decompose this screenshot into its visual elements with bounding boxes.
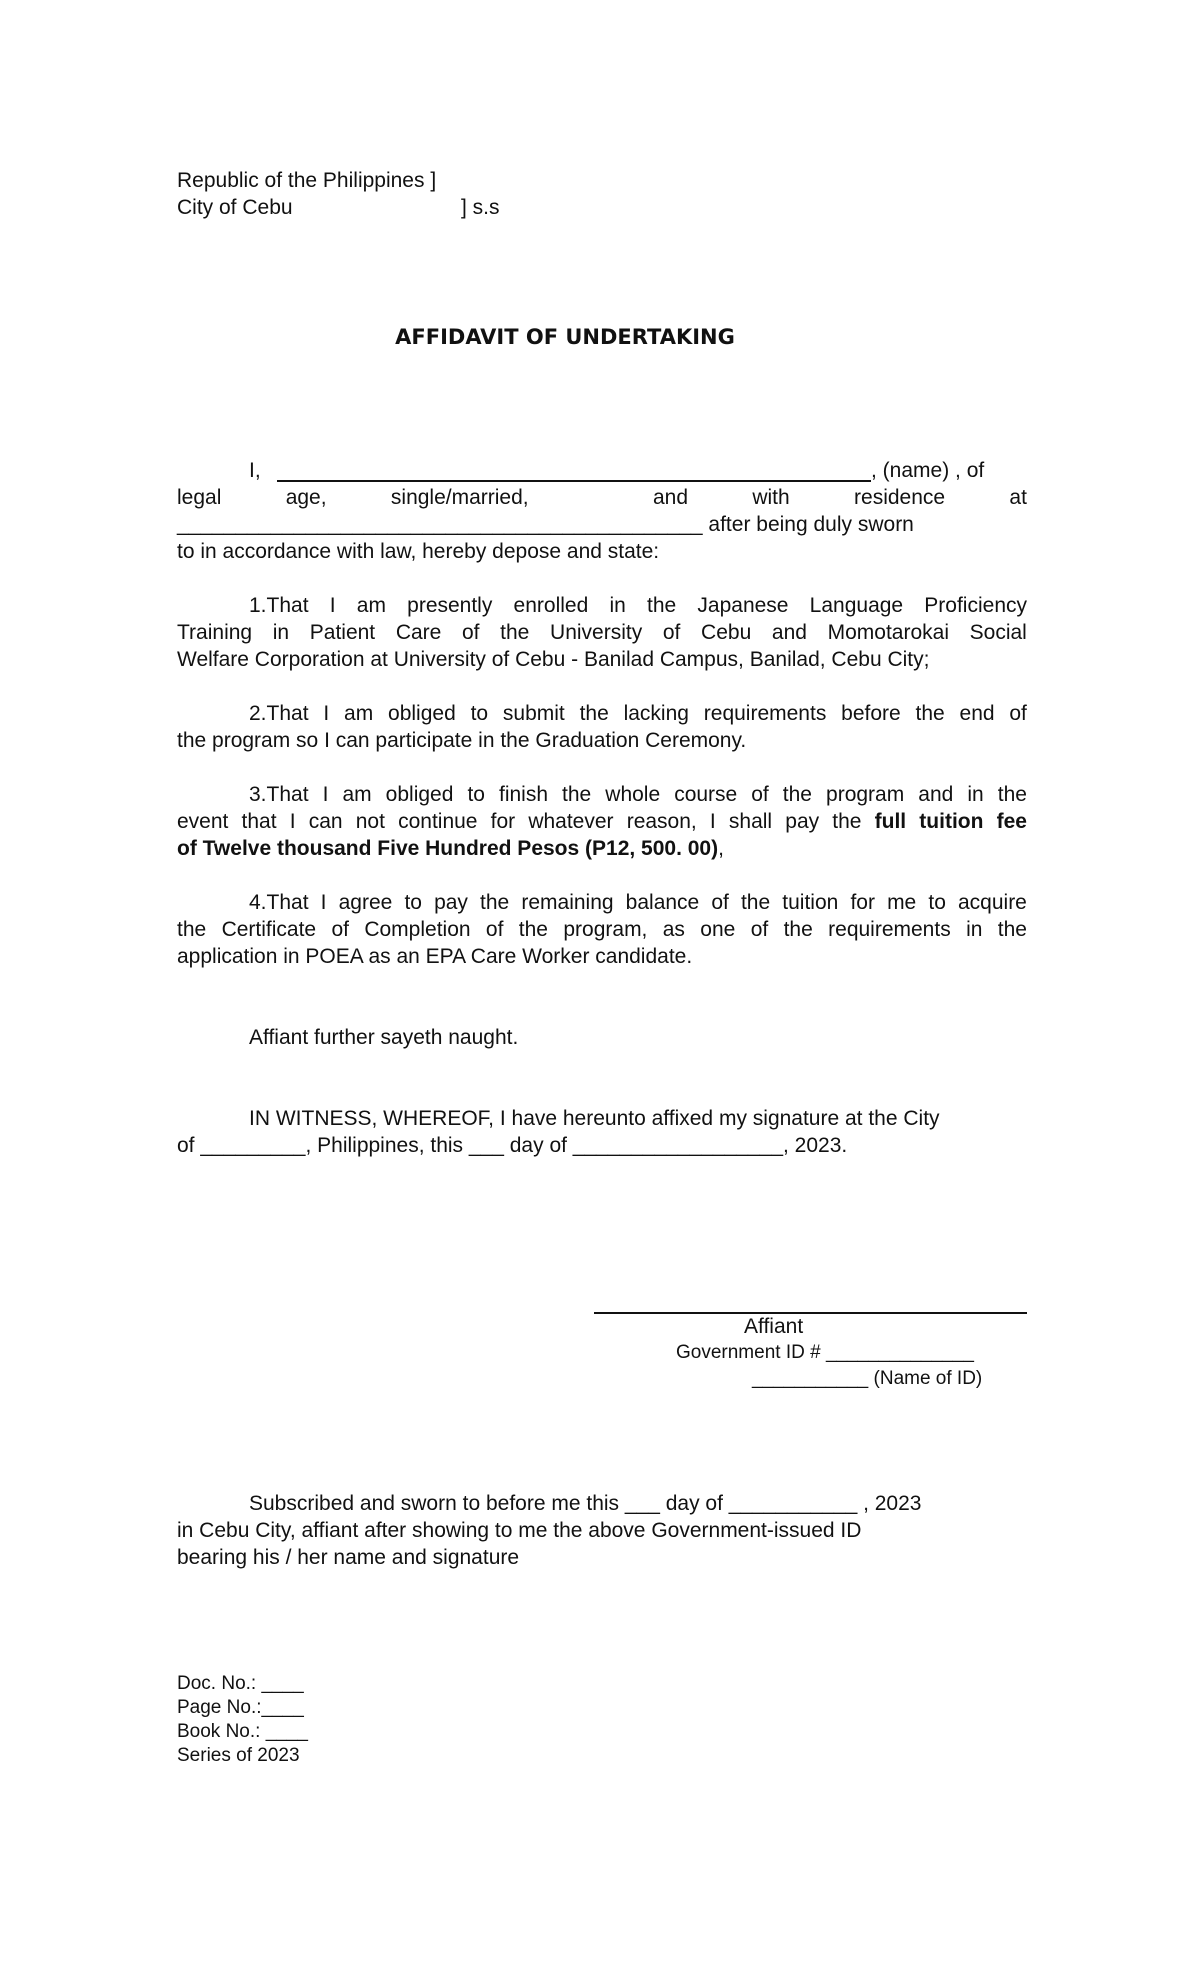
word: obliged (388, 702, 456, 725)
word: 3.That (249, 783, 309, 806)
word: am (344, 702, 374, 725)
word: shall (728, 810, 773, 833)
intro-with: with (752, 486, 790, 509)
word: finish (498, 783, 549, 806)
word: one (700, 918, 736, 941)
word: the (518, 918, 548, 941)
word: balance (625, 891, 700, 914)
intro-after: after being duly sworn (702, 513, 914, 536)
intro-i: I, (249, 459, 261, 482)
word: of (485, 918, 504, 941)
intro-line-2 (177, 484, 1027, 511)
word: the (740, 891, 771, 914)
doc-no: Doc. No.: ____ (177, 1673, 304, 1694)
word: Momotarokai (827, 621, 949, 644)
word: Social (969, 621, 1027, 644)
para3-line-3 (177, 835, 724, 862)
word: of (751, 783, 769, 806)
word: enrolled (513, 594, 589, 617)
word: agree (338, 891, 393, 914)
word: of (750, 918, 769, 941)
word: Care (395, 621, 442, 644)
word: the (782, 783, 812, 806)
para3-line-1 (249, 781, 1027, 808)
word: the (783, 918, 813, 941)
word: am (342, 783, 372, 806)
intro-residence: residence (854, 486, 946, 509)
intro-name-tail: , (name) , of (871, 459, 985, 482)
word: of (711, 891, 729, 914)
page-title: AFFIDAVIT OF UNDERTAKING (395, 325, 735, 349)
word: the (579, 702, 609, 725)
word: remaining (521, 891, 614, 914)
word: submit (502, 702, 565, 725)
witness-line-1: IN WITNESS, WHEREOF, I have hereunto affixed my signature at the City (249, 1107, 940, 1130)
word: Cebu (701, 621, 752, 644)
word: program (826, 783, 905, 806)
header-republic: Republic of the Philippines ] (177, 169, 437, 192)
intro-single-married: single/married, (390, 486, 529, 509)
intro-at: at (1009, 486, 1027, 509)
word: Certificate (221, 918, 317, 941)
word: to (470, 702, 489, 725)
tuition-word: full (874, 810, 907, 833)
word: and (918, 783, 954, 806)
word: pay (434, 891, 468, 914)
book-no: Book No.: ____ (177, 1721, 308, 1742)
word: before (841, 702, 901, 725)
word: tuition (782, 891, 839, 914)
intro-legal: legal (177, 486, 222, 509)
name-blank-line (277, 458, 871, 482)
tuition-amount: of Twelve thousand Five Hundred Pesos (P12, 500. 00) (177, 837, 719, 860)
intro-and: and (652, 486, 689, 509)
word: in (272, 621, 290, 644)
word: as (662, 918, 685, 941)
tuition-word: tuition (919, 810, 984, 833)
page-no: Page No.:____ (177, 1697, 304, 1718)
word: presently (407, 594, 493, 617)
para4-line-3: application in POEA as an EPA Care Worker candidate. (177, 945, 693, 968)
word: the (832, 810, 862, 833)
jurat-line-3: bearing his / her name and signature (177, 1546, 520, 1569)
word: to (404, 891, 422, 914)
word: I (709, 810, 716, 833)
word: I (289, 810, 296, 833)
word: obliged (385, 783, 454, 806)
para2-line-1 (249, 700, 1027, 727)
word: of (331, 918, 349, 941)
signature-line (594, 1312, 1027, 1314)
para3-tail: , (718, 837, 724, 860)
government-id-field: Government ID # ______________ (676, 1342, 974, 1363)
word: program, (563, 918, 648, 941)
residence-blank: _____________________________________________ (177, 513, 703, 536)
word: the (915, 702, 945, 725)
word: of (1009, 702, 1027, 725)
word: am (356, 594, 386, 617)
intro-line-4: to in accordance with law, hereby depose and state: (177, 540, 660, 563)
word: to (467, 783, 485, 806)
header-city: City of Cebu (177, 196, 293, 219)
word: that (241, 810, 277, 833)
word: 4.That (249, 891, 309, 914)
word: University (550, 621, 643, 644)
word: can (308, 810, 343, 833)
word: I (323, 702, 330, 725)
word: in (966, 918, 983, 941)
word: the (997, 918, 1027, 941)
word: whole (605, 783, 661, 806)
word: Proficiency (924, 594, 1027, 617)
para4-line-2 (177, 916, 1027, 943)
word: lacking (623, 702, 689, 725)
further-sayeth: Affiant further sayeth naught. (249, 1026, 519, 1049)
affiant-label: Affiant (744, 1315, 804, 1338)
word: course (674, 783, 738, 806)
word: to (928, 891, 946, 914)
para4-line-1 (249, 889, 1027, 916)
word: I (320, 891, 327, 914)
word: in (609, 594, 626, 617)
para1-line-3: Welfare Corporation at University of Cebu - Banilad Campus, Banilad, Cebu City; (177, 648, 930, 671)
jurat-line-1: Subscribed and sworn to before me this ___ day of ___________ , 2023 (249, 1492, 922, 1515)
word: Patient (309, 621, 376, 644)
witness-line-2: of _________, Philippines, this ___ day of __________________, 2023. (177, 1134, 848, 1157)
word: for (490, 810, 516, 833)
word: 2.That (249, 702, 309, 725)
word: not (355, 810, 385, 833)
word: of (462, 621, 480, 644)
word: continue (398, 810, 478, 833)
para1-line-1 (249, 592, 1027, 619)
word: the (997, 783, 1027, 806)
word: acquire (957, 891, 1027, 914)
word: the (177, 918, 207, 941)
word: I (329, 594, 336, 617)
word: me (887, 891, 917, 914)
para2-line-2: the program so I can participate in the Graduation Ceremony. (177, 729, 747, 752)
word: Language (809, 594, 904, 617)
name-of-id-field: ___________ (Name of ID) (752, 1368, 983, 1389)
para3-line-2 (177, 808, 1027, 835)
word: Training (177, 621, 253, 644)
word: reason, (626, 810, 697, 833)
word: 1.That (249, 594, 309, 617)
series: Series of 2023 (177, 1745, 300, 1766)
word: requirements (828, 918, 951, 941)
word: I (322, 783, 329, 806)
intro-age: age, (285, 486, 327, 509)
word: requirements (703, 702, 827, 725)
word: whatever (528, 810, 614, 833)
word: the (562, 783, 592, 806)
word: the (500, 621, 530, 644)
header-ss: ] s.s (461, 196, 500, 219)
intro-line-3 (177, 511, 1027, 538)
para1-line-2 (177, 619, 1027, 646)
word: Japanese (697, 594, 789, 617)
word: and (771, 621, 807, 644)
word: Completion (364, 918, 471, 941)
tuition-word: fee (996, 810, 1027, 833)
jurat-line-2: in Cebu City, affiant after showing to me the above Government-issued ID (177, 1519, 862, 1542)
word: for (850, 891, 875, 914)
word: end (959, 702, 995, 725)
word: in (967, 783, 984, 806)
word: the (480, 891, 510, 914)
word: event (177, 810, 229, 833)
word: pay (785, 810, 820, 833)
word: of (662, 621, 681, 644)
word: the (647, 594, 677, 617)
